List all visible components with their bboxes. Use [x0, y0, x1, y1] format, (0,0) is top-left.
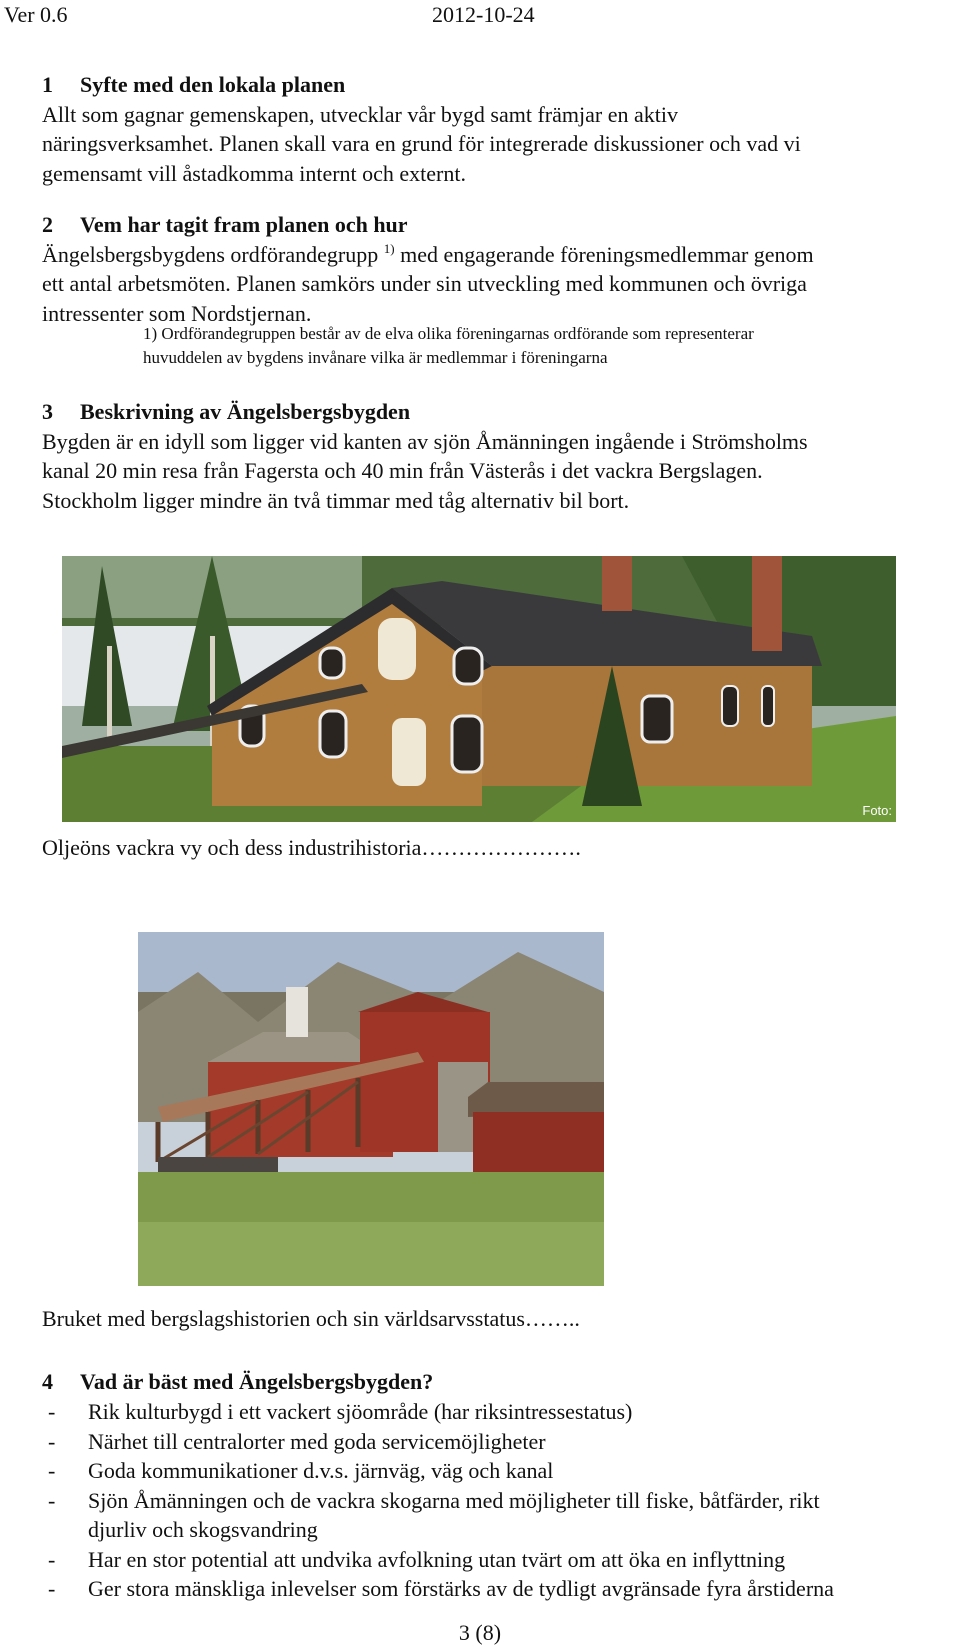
section-2-line: intressenter som Nordstjernan. [42, 300, 312, 326]
footnote: 1) Ordförandegruppen består av de elva olika föreningarnas ordförande som representerar huvuddelen av bygdens invånare vilka är medlemmar i föreningarna [143, 324, 754, 367]
section-1 [42, 70, 942, 188]
section-3-line: Stockholm ligger mindre än två timmar med tåg alternativ bil bort. [42, 487, 630, 513]
photo-oljeon-building [62, 556, 896, 822]
section-2 [42, 210, 942, 328]
list-item: - Närhet till centralorter med goda servicemöjligheter [48, 1428, 546, 1454]
list-item: - Goda kommunikationer d.v.s. järnväg, väg och kanal [48, 1458, 554, 1483]
section-2-line: ett antal arbetsmöten. Planen samkörs under sin utveckling med kommunen och övriga [42, 271, 807, 296]
date-label: 2012-10-24 [432, 2, 535, 27]
list-item: - Sjön Åmänningen och de vackra skogarna med möjligheter till fiske, båtfärder, rikt djurliv och skogsvandring [48, 1487, 820, 1542]
photo-oljeon-illustration [62, 556, 896, 822]
section-3-line: kanal 20 min resa från Fagersta och 40 min från Västerås i det vackra Bergslagen. [42, 458, 763, 483]
list-item: - Rik kulturbygd i ett vackert sjöområde (har riksintressestatus) [48, 1399, 633, 1424]
list-item: - Har en stor potential att undvika avfolkning utan tvärt om att öka en inflyttning [48, 1546, 786, 1572]
photo-bruket-illustration [138, 932, 604, 1286]
section-3-heading: 3 Beskrivning av Ängelsbergsbygden [42, 399, 411, 424]
section-4-heading: 4 Vad är bäst med Ängelsbergsbygden? [42, 1369, 434, 1394]
photo-credit: Foto: [862, 803, 892, 818]
version-label: Ver 0.6 [4, 2, 68, 27]
section-1-line: näringsverksamhet. Planen skall vara en grund för integrerade diskussioner och vad vi [42, 131, 801, 156]
section-1-heading: 1 Syfte med den lokala planen [42, 72, 346, 97]
section-4 [42, 1367, 942, 1397]
caption-photo-2: Bruket med bergslagshistorien och sin världsarvsstatus…….. [42, 1306, 580, 1331]
section-1-line: gemensamt vill åstadkomma internt och externt. [42, 160, 466, 186]
section-1-line: Allt som gagnar gemenskapen, utvecklar vår bygd samt främjar en aktiv [42, 101, 678, 127]
benefits-list [48, 1397, 953, 1604]
caption-photo-1: Oljeöns vackra vy och dess industrihistoria…………………. [42, 835, 581, 860]
footnote-ref: 1) [383, 240, 395, 256]
section-3-line: Bygden är en idyll som ligger vid kanten av sjön Åmänningen ingående i Strömsholms [42, 428, 808, 454]
list-item: - Ger stora mänskliga inlevelser som förstärks av de tydligt avgränsade fyra årstiderna [48, 1576, 834, 1601]
section-2-line: Ängelsbergsbygdens ordförandegrupp $^{1)}$ med engagerande föreningsmedlemmar genom [42, 240, 814, 267]
section-3 [42, 397, 942, 515]
photo-bruket [138, 932, 604, 1286]
page-number: 3 (8) [458, 1620, 502, 1645]
section-2-heading: 2 Vem har tagit fram planen och hur [42, 212, 408, 237]
